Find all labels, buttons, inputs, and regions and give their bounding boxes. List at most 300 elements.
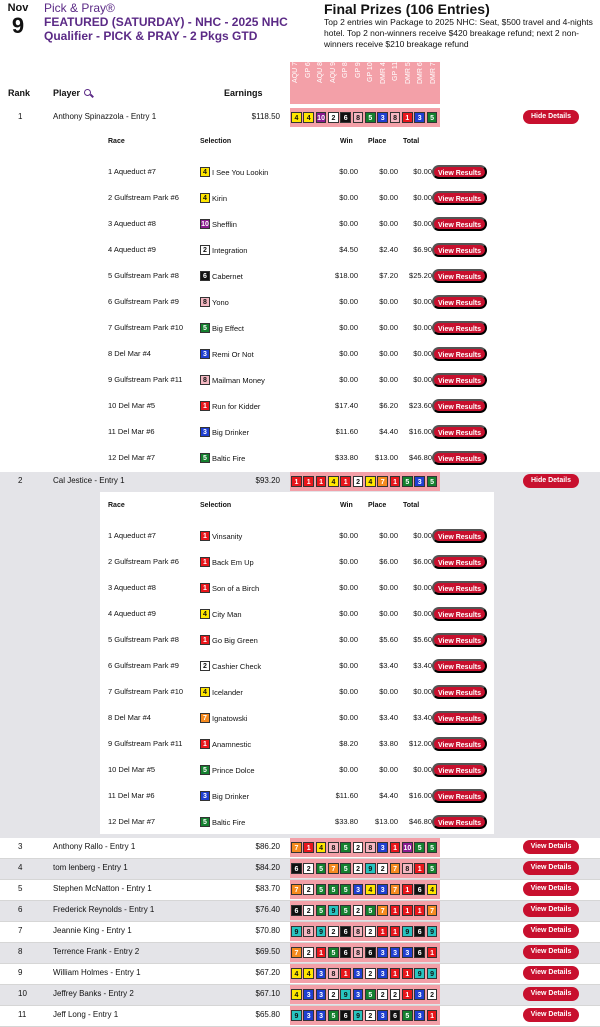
entry-rank: 2 bbox=[18, 476, 23, 485]
pick-cell: 9 bbox=[353, 1010, 364, 1021]
horse-number-badge: 1 bbox=[200, 401, 210, 411]
pick-cell: 4 bbox=[328, 476, 339, 487]
horse-number-badge: 2 bbox=[200, 245, 210, 255]
horse-number-badge: 4 bbox=[200, 167, 210, 177]
entry-player[interactable]: Anthony Spinazzola - Entry 1 bbox=[53, 112, 157, 121]
entry-row bbox=[0, 1006, 600, 1027]
pick-cell: 3 bbox=[303, 989, 314, 1000]
pick-cell: 2 bbox=[353, 863, 364, 874]
pick-cell: 1 bbox=[303, 476, 314, 487]
view-results-button[interactable]: View Results bbox=[432, 763, 487, 777]
view-results-button[interactable]: View Results bbox=[432, 425, 487, 439]
pick-cell: 5 bbox=[316, 863, 327, 874]
view-results-button[interactable]: View Results bbox=[432, 217, 487, 231]
entry-row bbox=[0, 880, 600, 901]
selection bbox=[200, 635, 258, 645]
race-name: 6 Gulfstream Park #9 bbox=[108, 661, 179, 670]
entry-rank: 8 bbox=[18, 947, 23, 956]
entry-earnings: $69.50 bbox=[255, 947, 280, 956]
view-details-button[interactable]: View Details bbox=[523, 861, 579, 875]
horse-name: I See You Lookin bbox=[212, 167, 269, 177]
win-amount: $11.60 bbox=[335, 791, 358, 800]
total-col-header: Total bbox=[403, 138, 420, 145]
total-amount: $25.20 bbox=[409, 271, 432, 280]
entry-rank: 1 bbox=[18, 112, 23, 121]
pick-cell: 9 bbox=[414, 968, 425, 979]
place-amount: $2.40 bbox=[379, 245, 398, 254]
pick-cell: 6 bbox=[291, 905, 302, 916]
pick-cell: 2 bbox=[303, 905, 314, 916]
pick-cell: 2 bbox=[365, 968, 376, 979]
pick-cell: 2 bbox=[328, 989, 339, 1000]
view-details-button[interactable]: View Details bbox=[523, 945, 579, 959]
pick-cell: 2 bbox=[353, 842, 364, 853]
selection bbox=[200, 661, 261, 671]
race-name: 10 Del Mar #5 bbox=[108, 401, 156, 410]
entry-player[interactable]: William Holmes - Entry 1 bbox=[53, 968, 141, 977]
race-row bbox=[100, 244, 494, 258]
win-amount: $18.00 bbox=[335, 271, 358, 280]
horse-number-badge: 7 bbox=[200, 713, 210, 723]
player-header bbox=[53, 88, 91, 98]
race-name: 7 Gulfstream Park #10 bbox=[108, 687, 184, 696]
race-row bbox=[100, 816, 494, 830]
win-amount: $0.00 bbox=[339, 167, 358, 176]
place-amount: $0.00 bbox=[379, 765, 398, 774]
place-amount: $0.00 bbox=[379, 609, 398, 618]
pick-cell: 2 bbox=[427, 989, 438, 1000]
pick-cell: 3 bbox=[316, 968, 327, 979]
place-amount: $6.00 bbox=[379, 557, 398, 566]
hide-details-button[interactable]: Hide Details bbox=[523, 474, 579, 488]
pick-cell: 5 bbox=[402, 476, 413, 487]
pick-cell: 5 bbox=[427, 863, 438, 874]
place-amount: $4.40 bbox=[379, 427, 398, 436]
entry-row bbox=[0, 922, 600, 943]
pick-cell: 5 bbox=[316, 905, 327, 916]
entry-rank: 11 bbox=[18, 1010, 27, 1019]
pick-cell: 3 bbox=[377, 947, 388, 958]
total-amount: $3.40 bbox=[413, 713, 432, 722]
pick-cell: 1 bbox=[402, 884, 413, 895]
win-amount: $0.00 bbox=[339, 661, 358, 670]
selection bbox=[200, 739, 251, 749]
race-row bbox=[100, 530, 494, 544]
place-amount: $3.40 bbox=[379, 661, 398, 670]
total-amount: $0.00 bbox=[413, 531, 432, 540]
horse-number-badge: 1 bbox=[200, 583, 210, 593]
view-results-button[interactable]: View Results bbox=[432, 685, 487, 699]
entry-player[interactable]: Cal Jestice - Entry 1 bbox=[53, 476, 125, 485]
pick-cell: 8 bbox=[390, 112, 401, 123]
view-results-button[interactable]: View Results bbox=[432, 347, 487, 361]
selection bbox=[200, 765, 255, 775]
pick-cell: 3 bbox=[377, 968, 388, 979]
view-results-button[interactable]: View Results bbox=[432, 633, 487, 647]
entry-earnings: $67.20 bbox=[255, 968, 280, 977]
race-name: 7 Gulfstream Park #10 bbox=[108, 323, 184, 332]
selection bbox=[200, 557, 254, 567]
horse-name: Icelander bbox=[212, 687, 243, 697]
pick-cell: 1 bbox=[390, 476, 401, 487]
race-header-12: DMR 7 bbox=[429, 62, 437, 84]
entry-earnings: $93.20 bbox=[255, 476, 280, 485]
pick-cell: 9 bbox=[427, 968, 438, 979]
date-day: 9 bbox=[11, 13, 25, 38]
hide-details-button[interactable]: Hide Details bbox=[523, 110, 579, 124]
entry-player[interactable]: Jeff Long - Entry 1 bbox=[53, 1010, 119, 1019]
total-amount: $6.90 bbox=[413, 245, 432, 254]
place-amount: $0.00 bbox=[379, 375, 398, 384]
prizes-description: Top 2 entries win Package to 2025 NHC: Seat, $500 travel and 4-nights hotel. Top 2 non-winners receive $420 breakage refund; next 2 non-winners receive $210 breakage refund bbox=[324, 17, 593, 49]
entry-earnings: $65.80 bbox=[255, 1010, 280, 1019]
pick-cell: 3 bbox=[377, 1010, 388, 1021]
horse-number-badge: 8 bbox=[200, 297, 210, 307]
pick-cell: 7 bbox=[328, 863, 339, 874]
picks-strip bbox=[290, 901, 440, 920]
race-row bbox=[100, 400, 494, 414]
selection bbox=[200, 245, 247, 255]
selection bbox=[200, 193, 227, 203]
horse-name: Ignatowski bbox=[212, 713, 248, 723]
total-amount: $12.00 bbox=[409, 739, 432, 748]
picks-strip bbox=[290, 964, 440, 983]
place-amount: $13.00 bbox=[375, 817, 398, 826]
win-amount: $0.00 bbox=[339, 713, 358, 722]
race-name: 5 Gulfstream Park #8 bbox=[108, 635, 179, 644]
win-amount: $8.20 bbox=[339, 739, 358, 748]
win-amount: $17.40 bbox=[335, 401, 358, 410]
race-row bbox=[100, 634, 494, 648]
pick-cell: 9 bbox=[340, 989, 351, 1000]
entry-player[interactable]: Terrence Frank - Entry 2 bbox=[53, 947, 140, 956]
pick-cell: 5 bbox=[328, 884, 339, 895]
view-results-button[interactable]: View Results bbox=[432, 243, 487, 257]
pick-cell: 3 bbox=[377, 842, 388, 853]
total-amount: $0.00 bbox=[413, 323, 432, 332]
horse-number-badge: 5 bbox=[200, 817, 210, 827]
selection bbox=[200, 609, 242, 619]
total-amount: $0.00 bbox=[413, 193, 432, 202]
pick-cell: 3 bbox=[303, 1010, 314, 1021]
view-results-button[interactable]: View Results bbox=[432, 581, 487, 595]
pick-cell: 6 bbox=[340, 112, 351, 123]
picks-strip bbox=[290, 985, 440, 1004]
entry-player[interactable]: Jeffrey Banks - Entry 2 bbox=[53, 989, 134, 998]
race-name: 5 Gulfstream Park #8 bbox=[108, 271, 179, 280]
entry-player[interactable]: tom lenberg - Entry 1 bbox=[53, 863, 128, 872]
place-amount: $0.00 bbox=[379, 219, 398, 228]
picks-strip bbox=[290, 943, 440, 962]
view-details-button[interactable]: View Details bbox=[523, 966, 579, 980]
selection bbox=[200, 375, 265, 385]
horse-number-badge: 3 bbox=[200, 791, 210, 801]
entry-row bbox=[0, 943, 600, 964]
horse-name: Yono bbox=[212, 297, 229, 307]
place-amount: $0.00 bbox=[379, 323, 398, 332]
selection-col-header: Selection bbox=[200, 138, 232, 145]
total-amount: $46.80 bbox=[409, 453, 432, 462]
view-details-button[interactable]: View Details bbox=[523, 840, 579, 854]
pick-cell: 1 bbox=[427, 947, 438, 958]
total-amount: $0.00 bbox=[413, 375, 432, 384]
view-results-button[interactable]: View Results bbox=[432, 295, 487, 309]
pick-cell: 5 bbox=[427, 112, 438, 123]
view-results-button[interactable]: View Results bbox=[432, 191, 487, 205]
details-panel bbox=[100, 492, 494, 834]
view-results-button[interactable]: View Results bbox=[432, 711, 487, 725]
pick-cell: 9 bbox=[402, 926, 413, 937]
selection bbox=[200, 531, 242, 541]
picks-strip bbox=[290, 108, 440, 127]
entry-rank: 6 bbox=[18, 905, 23, 914]
race-name: 2 Gulfstream Park #6 bbox=[108, 557, 179, 566]
race-name: 6 Gulfstream Park #9 bbox=[108, 297, 179, 306]
pick-cell: 3 bbox=[316, 989, 327, 1000]
pick-cell: 1 bbox=[402, 905, 413, 916]
selection bbox=[200, 427, 249, 437]
pick-cell: 1 bbox=[390, 905, 401, 916]
view-details-button[interactable]: View Details bbox=[523, 1008, 579, 1022]
pick-cell: 1 bbox=[414, 863, 425, 874]
pick-cell: 7 bbox=[291, 842, 302, 853]
pick-cell: 9 bbox=[291, 926, 302, 937]
entry-rank: 9 bbox=[18, 968, 23, 977]
view-results-button[interactable]: View Results bbox=[432, 737, 487, 751]
view-results-button[interactable]: View Results bbox=[432, 815, 487, 829]
horse-name: Cabernet bbox=[212, 271, 243, 281]
horse-name: Mailman Money bbox=[212, 375, 265, 385]
earnings-header: Earnings bbox=[224, 88, 263, 98]
view-results-button[interactable]: View Results bbox=[432, 321, 487, 335]
entry-rank: 10 bbox=[18, 989, 27, 998]
horse-name: Big Effect bbox=[212, 323, 244, 333]
pick-cell: 3 bbox=[353, 884, 364, 895]
horse-name: Big Drinker bbox=[212, 791, 250, 801]
pick-cell: 7 bbox=[291, 947, 302, 958]
win-col-header: Win bbox=[340, 138, 353, 145]
race-header-1: AQU 7 bbox=[292, 62, 299, 84]
entry-row bbox=[0, 964, 600, 985]
race-row bbox=[100, 270, 494, 284]
horse-number-badge: 4 bbox=[200, 687, 210, 697]
pick-cell: 10 bbox=[316, 112, 327, 123]
pick-cell: 2 bbox=[377, 863, 388, 874]
place-amount: $0.00 bbox=[379, 193, 398, 202]
pick-cell: 3 bbox=[390, 947, 401, 958]
race-row bbox=[100, 192, 494, 206]
picks-strip bbox=[290, 922, 440, 941]
pick-cell: 9 bbox=[291, 1010, 302, 1021]
race-header-7: GP 10 bbox=[367, 62, 374, 82]
race-name: 9 Gulfstream Park #11 bbox=[108, 375, 183, 384]
pick-cell: 4 bbox=[303, 112, 314, 123]
entry-player[interactable]: Anthony Rallo - Entry 1 bbox=[53, 842, 136, 851]
horse-name: Anamnestic bbox=[212, 739, 252, 749]
race-header-6: GP 9 bbox=[354, 62, 362, 78]
pick-cell: 7 bbox=[390, 863, 401, 874]
win-amount: $0.00 bbox=[339, 583, 358, 592]
view-results-button[interactable]: View Results bbox=[432, 529, 487, 543]
entry-rank: 3 bbox=[18, 842, 23, 851]
race-row bbox=[100, 218, 494, 232]
view-results-button[interactable]: View Results bbox=[432, 269, 487, 283]
horse-name: Run for Kidder bbox=[212, 401, 261, 411]
entry-rank: 7 bbox=[18, 926, 23, 935]
total-amount: $16.00 bbox=[409, 791, 432, 800]
horse-name: Integration bbox=[212, 245, 248, 255]
pick-cell: 8 bbox=[402, 863, 413, 874]
pick-cell: 6 bbox=[340, 1010, 351, 1021]
view-results-button[interactable]: View Results bbox=[432, 451, 487, 465]
total-col-header: Total bbox=[403, 502, 420, 509]
race-name: 10 Del Mar #5 bbox=[108, 765, 156, 774]
view-results-button[interactable]: View Results bbox=[432, 165, 487, 179]
race-row bbox=[100, 166, 494, 180]
entry-row bbox=[0, 838, 600, 859]
race-name: 12 Del Mar #7 bbox=[108, 817, 156, 826]
win-amount: $0.00 bbox=[339, 557, 358, 566]
win-amount: $0.00 bbox=[339, 765, 358, 774]
entry-player[interactable]: Frederick Reynolds - Entry 1 bbox=[53, 905, 155, 914]
place-amount: $0.00 bbox=[379, 349, 398, 358]
horse-name: City Man bbox=[212, 609, 242, 619]
pick-cell: 2 bbox=[303, 863, 314, 874]
horse-number-badge: 5 bbox=[200, 765, 210, 775]
pick-cell: 5 bbox=[427, 842, 438, 853]
race-header-9: GP 11 bbox=[392, 62, 399, 82]
total-amount: $5.60 bbox=[413, 635, 432, 644]
view-results-button[interactable]: View Results bbox=[432, 555, 487, 569]
race-row bbox=[100, 738, 494, 752]
horse-number-badge: 5 bbox=[200, 453, 210, 463]
total-amount: $0.00 bbox=[413, 349, 432, 358]
pick-cell: 6 bbox=[340, 947, 351, 958]
selection bbox=[200, 817, 245, 827]
horse-number-badge: 1 bbox=[200, 635, 210, 645]
horse-name: Son of a Birch bbox=[212, 583, 260, 593]
race-row bbox=[100, 790, 494, 804]
pick-cell: 8 bbox=[328, 842, 339, 853]
pick-cell: 6 bbox=[414, 947, 425, 958]
win-amount: $0.00 bbox=[339, 219, 358, 228]
total-amount: $0.00 bbox=[413, 219, 432, 228]
race-header-5: GP 8 bbox=[342, 62, 349, 78]
pick-cell: 7 bbox=[377, 476, 388, 487]
place-amount: $7.20 bbox=[379, 271, 398, 280]
pick-cell: 1 bbox=[340, 968, 351, 979]
pick-cell: 1 bbox=[427, 1010, 438, 1021]
entry-player[interactable]: Jeannie King - Entry 1 bbox=[53, 926, 132, 935]
prizes-title: Final Prizes (106 Entries) bbox=[324, 1, 490, 17]
pick-cell: 9 bbox=[365, 863, 376, 874]
view-details-button[interactable]: View Details bbox=[523, 882, 579, 896]
pick-cell: 5 bbox=[328, 1010, 339, 1021]
date-month: Nov bbox=[7, 2, 29, 14]
picks-strip bbox=[290, 472, 440, 491]
win-col-header: Win bbox=[340, 502, 353, 509]
pick-cell: 1 bbox=[402, 968, 413, 979]
total-amount: $0.00 bbox=[413, 583, 432, 592]
horse-number-badge: 4 bbox=[200, 609, 210, 619]
view-results-button[interactable]: View Results bbox=[432, 607, 487, 621]
total-amount: $3.40 bbox=[413, 661, 432, 670]
horse-number-badge: 3 bbox=[200, 349, 210, 359]
pick-cell: 1 bbox=[390, 842, 401, 853]
entry-earnings: $67.10 bbox=[255, 989, 280, 998]
pick-cell: 1 bbox=[390, 926, 401, 937]
win-amount: $33.80 bbox=[335, 817, 358, 826]
entry-player[interactable]: Stephen McNatton - Entry 1 bbox=[53, 884, 152, 893]
horse-name: Kirin bbox=[212, 193, 228, 203]
race-name: 12 Del Mar #7 bbox=[108, 453, 156, 462]
pick-cell: 5 bbox=[340, 884, 351, 895]
pick-cell: 7 bbox=[377, 905, 388, 916]
win-amount: $0.00 bbox=[339, 687, 358, 696]
place-amount: $0.00 bbox=[379, 167, 398, 176]
pick-cell: 5 bbox=[340, 842, 351, 853]
pick-cell: 8 bbox=[353, 926, 364, 937]
pick-cell: 4 bbox=[365, 884, 376, 895]
place-amount: $0.00 bbox=[379, 531, 398, 540]
horse-name: Remi Or Not bbox=[212, 349, 254, 359]
pick-cell: 9 bbox=[316, 926, 327, 937]
horse-number-badge: 5 bbox=[200, 323, 210, 333]
win-amount: $0.00 bbox=[339, 635, 358, 644]
pick-cell: 3 bbox=[353, 968, 364, 979]
race-row bbox=[100, 426, 494, 440]
view-details-button[interactable]: View Details bbox=[523, 924, 579, 938]
pick-cell: 2 bbox=[328, 926, 339, 937]
pick-cell: 3 bbox=[414, 989, 425, 1000]
race-header-10: DMR 5 bbox=[404, 62, 412, 84]
view-results-button[interactable]: View Results bbox=[432, 789, 487, 803]
entry-earnings: $70.80 bbox=[255, 926, 280, 935]
selection-col-header: Selection bbox=[200, 502, 232, 509]
place-amount: $3.80 bbox=[379, 739, 398, 748]
entry-earnings: $84.20 bbox=[255, 863, 280, 872]
horse-number-badge: 3 bbox=[200, 427, 210, 437]
view-results-button[interactable]: View Results bbox=[432, 659, 487, 673]
search-icon[interactable] bbox=[84, 89, 91, 96]
pick-cell: 5 bbox=[316, 884, 327, 895]
place-amount: $0.00 bbox=[379, 297, 398, 306]
win-amount: $0.00 bbox=[339, 349, 358, 358]
selection bbox=[200, 713, 247, 723]
race-row bbox=[100, 556, 494, 570]
view-results-button[interactable]: View Results bbox=[432, 373, 487, 387]
view-results-button[interactable]: View Results bbox=[432, 399, 487, 413]
view-details-button[interactable]: View Details bbox=[523, 987, 579, 1001]
pick-cell: 8 bbox=[328, 968, 339, 979]
pick-cell: 1 bbox=[316, 947, 327, 958]
view-details-button[interactable]: View Details bbox=[523, 903, 579, 917]
pick-cell: 3 bbox=[414, 1010, 425, 1021]
place-col-header: Place bbox=[368, 502, 387, 509]
total-amount: $46.80 bbox=[409, 817, 432, 826]
race-row bbox=[100, 348, 494, 362]
race-row bbox=[100, 764, 494, 778]
win-amount: $0.00 bbox=[339, 323, 358, 332]
horse-number-badge: 4 bbox=[200, 193, 210, 203]
selection bbox=[200, 583, 259, 593]
selection bbox=[200, 323, 244, 333]
place-amount: $4.40 bbox=[379, 791, 398, 800]
pick-cell: 7 bbox=[390, 884, 401, 895]
picks-strip bbox=[290, 838, 440, 857]
race-row bbox=[100, 660, 494, 674]
pick-cell: 6 bbox=[414, 884, 425, 895]
